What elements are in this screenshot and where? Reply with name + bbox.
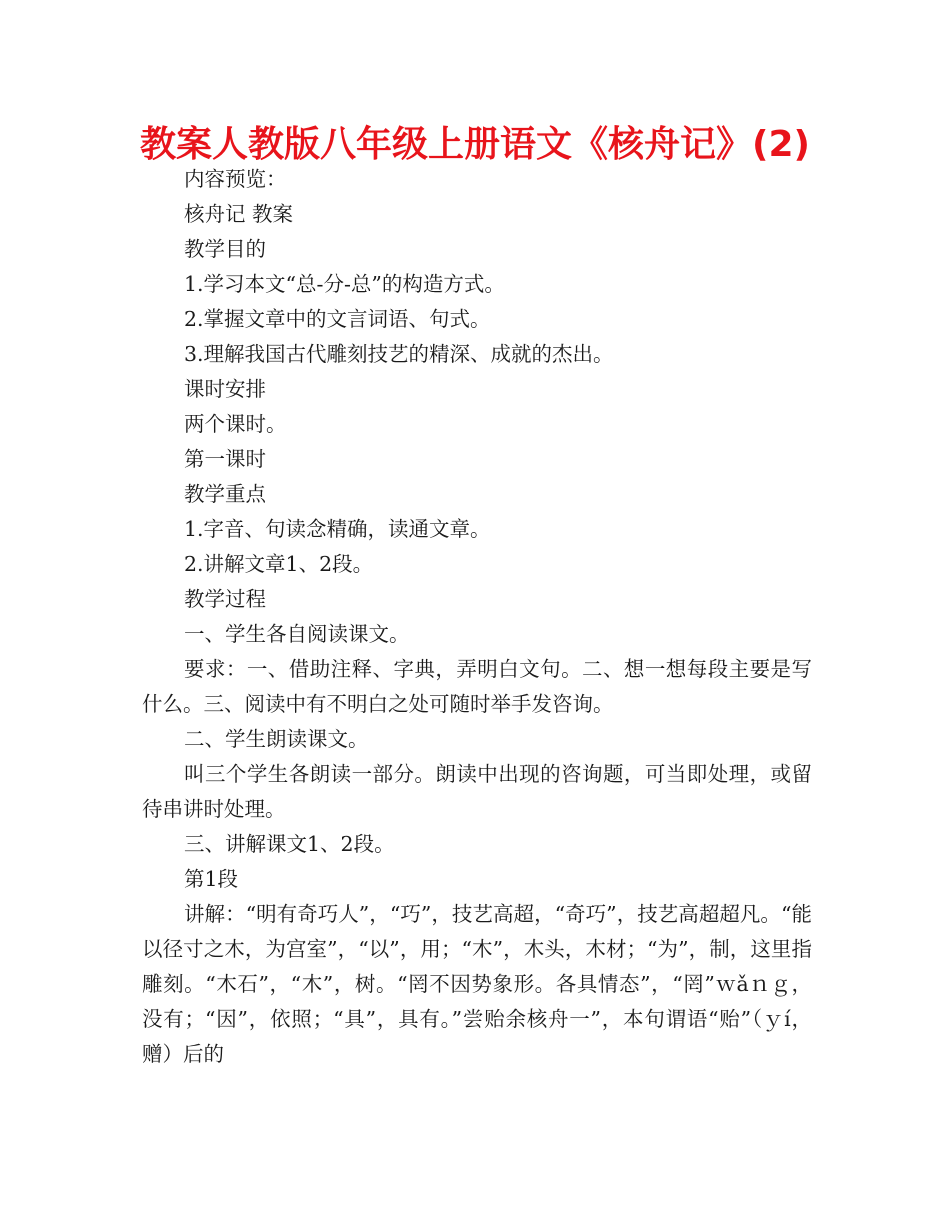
process-step-2: 二、学生朗读课文。 xyxy=(184,727,369,751)
key-point-1: 1.字音、句读念精确，读通文章。 xyxy=(184,517,491,541)
paragraph-subtitle: 核舟记 教案 xyxy=(184,202,294,226)
heading-schedule: 课时安排 xyxy=(184,377,266,401)
heading-teaching-goals: 教学目的 xyxy=(184,237,266,261)
heading-first-lesson: 第一课时 xyxy=(184,447,266,471)
heading-key-points: 教学重点 xyxy=(184,482,266,506)
paragraph-preview-label: 内容预览： xyxy=(184,167,287,191)
goal-item-1: 1.学习本文“总-分-总”的构造方式。 xyxy=(184,272,505,296)
process-step-3: 三、讲解课文1、2段。 xyxy=(184,832,395,856)
schedule-text: 两个课时。 xyxy=(184,412,287,436)
section-paragraph-1: 第1段 xyxy=(184,867,239,891)
goal-item-2: 2.掌握文章中的文言词语、句式。 xyxy=(184,307,491,331)
document-body xyxy=(142,162,812,1072)
key-point-2: 2.讲解文章1、2段。 xyxy=(184,552,374,576)
goal-item-3: 3.理解我国古代雕刻技艺的精深、成就的杰出。 xyxy=(184,342,614,366)
document-title: 教案人教版八年级上册语文《核舟记》(2) xyxy=(140,124,810,165)
process-step-1: 一、学生各自阅读课文。 xyxy=(184,622,410,646)
process-step-2-detail: 叫三个学生各朗读一部分。朗读中出现的咨询题，可当即处理，或留待串讲时处理。 xyxy=(142,762,812,821)
heading-process: 教学过程 xyxy=(184,587,266,611)
explanation-text: 讲解：“明有奇巧人”，“巧”，技艺高超，“奇巧”，技艺高超超凡。“能以径寸之木，为宫室”，“以”，用；“木”，木头，木材；“为”，制，这里指雕刻。“木石”，“木”，树。“罔不因势象形。各具情态”，“罔”ｗǎｎｇ，没有；“因”，依照；“具”，具有。”尝贻余核舟一”，本句谓语“贻”（ｙí，赠）后的 xyxy=(142,902,812,1066)
process-step-1-detail: 要求：一、借助注释、字典，弄明白文句。二、想一想每段主要是写什么。三、阅读中有不明白之处可随时举手发咨询。 xyxy=(142,657,812,716)
